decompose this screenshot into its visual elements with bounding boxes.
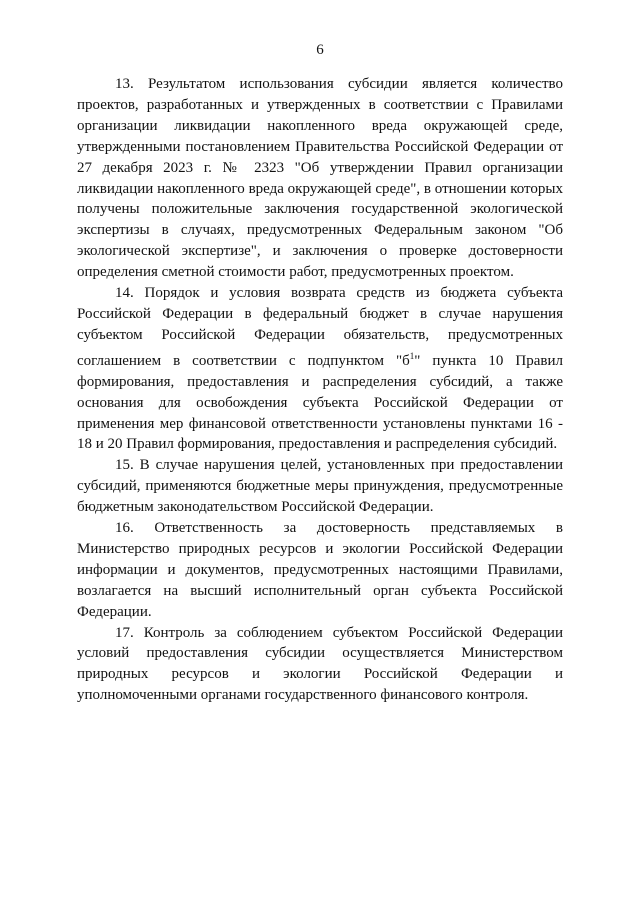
paragraph-14: [77, 283, 563, 455]
document-body: [77, 74, 563, 706]
paragraph-13: 13. Результатом использования субсидии является количество проектов, разработанных и утвержденных в соответствии с Правилами организации ликвидации накопленного вреда окружающей среде, утвержденными постановлением Правительства Российской Федерации от 27 декабря 2023 г. № 2323 "Об утверждении Правил организации ликвидации накопленного вреда окружающей среде", в отношении которых получены положительные заключения государственной экологической экспертизы в случаях, предусмотренных Федеральным законом "Об экологической экспертизе", и заключения о проверке достоверности определения сметной стоимости работ, предусмотренных проектом.: [77, 76, 563, 281]
paragraph-14-superscript: 1: [409, 350, 415, 361]
paragraph-17: 17. Контроль за соблюдением субъектом Российской Федерации условий предоставления субсидии осуществляется Министерством природных ресурсов и экологии Российской Федерации и уполномоченными органами государственного финансового контроля.: [77, 624, 563, 704]
paragraph-15: 15. В случае нарушения целей, установленных при предоставлении субсидий, применяются бюджетные меры принуждения, предусмотренные бюджетным законодательством Российской Федерации.: [77, 457, 563, 516]
paragraph-16: 16. Ответственность за достоверность представляемых в Министерство природных ресурсов и экологии Российской Федерации информации и документов, предусмотренных настоящими Правилами, возлагается на высший исполнительный орган субъекта Российской Федерации.: [77, 520, 563, 620]
paragraph-14-text-after: " пункта 10 Правил формирования, предоставления и распределения субсидий, а также основания для освобождения субъекта Российской Федерации от применения мер финансовой ответственности установлены пунктами 16 - 18 и 20 Правил формирования, предоставления и распределения субсидий.: [77, 352, 563, 453]
paragraph-14-text-before: 14. Порядок и условия возврата средств из бюджета субъекта Российской Федерации в федеральный бюджет в случае нарушения субъектом Российской Федерации обязательств, предусмотренных соглашением в соответствии с подпунктом "б: [77, 285, 563, 369]
page-number: 6: [316, 42, 324, 58]
